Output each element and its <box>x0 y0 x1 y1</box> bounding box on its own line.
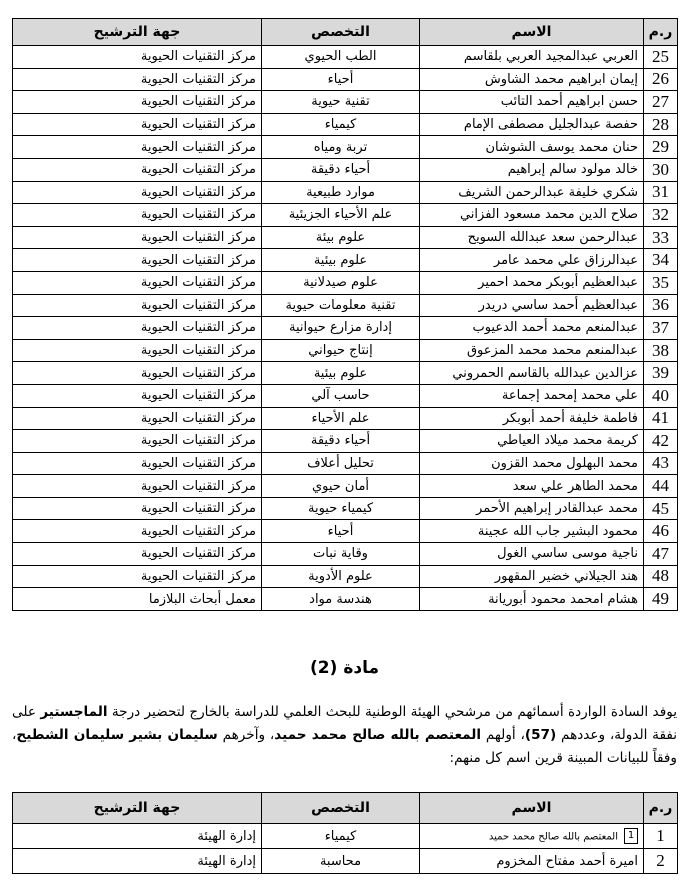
para-degree: الماجستير <box>40 704 108 720</box>
cell-specialty: حاسب آلي <box>262 384 420 407</box>
cell-dept: مركز التقنيات الحيوية <box>13 520 262 543</box>
para-first-name: المعتصم بالله صالح محمد حميد <box>274 727 482 743</box>
cell-specialty: إنتاج حيواني <box>262 339 420 362</box>
cell-num: 39 <box>644 362 678 385</box>
table-row <box>13 271 678 294</box>
table-row <box>13 543 678 566</box>
cell-dept: مركز التقنيات الحيوية <box>13 158 262 181</box>
cell-name: محمود البشير جاب الله عجينة <box>420 520 644 543</box>
article-paragraph <box>12 701 677 770</box>
col-header-num: ر.م <box>644 793 678 824</box>
cell-specialty: كيمياء حيوية <box>262 497 420 520</box>
cell-dept: مركز التقنيات الحيوية <box>13 543 262 566</box>
table-row <box>13 68 678 91</box>
cell-name: عبدالعظيم أبوبكر محمد احمير <box>420 271 644 294</box>
cell-name: حفصة عبدالجليل مصطفى الإمام <box>420 113 644 136</box>
cell-specialty: كيمياء <box>262 824 420 849</box>
cell-name: خالد مولود سالم إبراهيم <box>420 158 644 181</box>
cell-num: 26 <box>644 68 678 91</box>
cell-num: 44 <box>644 475 678 498</box>
cell-specialty: إدارة مزارع حيوانية <box>262 317 420 340</box>
article-heading: مادة (2) <box>310 658 379 678</box>
cell-num: 34 <box>644 249 678 272</box>
cell-num: 43 <box>644 452 678 475</box>
cell-name: عبدالمنعم محمد أحمد الدعيوب <box>420 317 644 340</box>
cell-num: 27 <box>644 91 678 114</box>
cell-specialty: أحياء <box>262 520 420 543</box>
cell-name: اميرة أحمد مفتاح المخزوم <box>420 849 644 874</box>
table-row <box>13 181 678 204</box>
cell-specialty: تربة ومياه <box>262 136 420 159</box>
table-row <box>13 294 678 317</box>
para-text: يوفد السادة الواردة أسمائهم من مرشحي الهيئة الوطنية للبحث العلمي للدراسة بالخارج لتحضير درجة <box>107 704 678 720</box>
cell-specialty: علوم بيئية <box>262 249 420 272</box>
cell-name: ناجية موسى ساسي الغول <box>420 543 644 566</box>
cell-specialty: تقنية معلومات حيوية <box>262 294 420 317</box>
table-row <box>13 475 678 498</box>
cell-num: 35 <box>644 271 678 294</box>
cell-num: 41 <box>644 407 678 430</box>
para-last-name: سليمان بشير سليمان الشطيح <box>16 727 218 743</box>
cell-num: 47 <box>644 543 678 566</box>
cell-dept: مركز التقنيات الحيوية <box>13 46 262 69</box>
col-header-specialty: التخصص <box>262 19 420 46</box>
cell-dept: مركز التقنيات الحيوية <box>13 475 262 498</box>
cell-num: 2 <box>644 849 678 874</box>
cell-name: صلاح الدين محمد مسعود الفزاني <box>420 204 644 227</box>
cell-name: العربي عبدالمجيد العربي بلقاسم <box>420 46 644 69</box>
table-row <box>13 91 678 114</box>
cell-specialty: أحياء دقيقة <box>262 158 420 181</box>
cell-dept: مركز التقنيات الحيوية <box>13 407 262 430</box>
table-row <box>13 430 678 453</box>
cell-specialty: أحياء دقيقة <box>262 430 420 453</box>
table-row <box>13 249 678 272</box>
cell-dept: إدارة الهيئة <box>13 849 262 874</box>
cell-dept: مركز التقنيات الحيوية <box>13 565 262 588</box>
cell-name: محمد الطاهر علي سعد <box>420 475 644 498</box>
table-row <box>13 497 678 520</box>
table-row <box>13 452 678 475</box>
cell-specialty: موارد طبيعية <box>262 181 420 204</box>
cell-specialty: علوم بيئية <box>262 362 420 385</box>
cell-num: 28 <box>644 113 678 136</box>
cell-num: 40 <box>644 384 678 407</box>
cell-num: 30 <box>644 158 678 181</box>
col-header-specialty: التخصص <box>262 793 420 824</box>
para-text: ، أولهم <box>481 727 525 743</box>
cell-specialty: محاسبة <box>262 849 420 874</box>
cell-num: 25 <box>644 46 678 69</box>
table-row <box>13 317 678 340</box>
cell-dept: مركز التقنيات الحيوية <box>13 249 262 272</box>
cell-dept: معمل أبحاث البلازما <box>13 588 262 611</box>
cell-name: عبدالرحمن سعد عبدالله السويح <box>420 226 644 249</box>
cell-specialty: كيمياء <box>262 113 420 136</box>
cell-name: عبدالمنعم محمد محمد المزعوق <box>420 339 644 362</box>
cell-specialty: علوم صيدلانية <box>262 271 420 294</box>
table-row <box>13 136 678 159</box>
para-text: ، وآخرهم <box>217 727 275 743</box>
table-row <box>13 407 678 430</box>
cell-num: 32 <box>644 204 678 227</box>
cell-num: 48 <box>644 565 678 588</box>
cell-num: 33 <box>644 226 678 249</box>
table-row <box>13 588 678 611</box>
col-header-num: ر.م <box>644 19 678 46</box>
col-header-dept: جهة الترشيح <box>13 793 262 824</box>
cell-dept: مركز التقنيات الحيوية <box>13 384 262 407</box>
col-header-name: الاسم <box>420 19 644 46</box>
table-row <box>13 362 678 385</box>
cell-num: 37 <box>644 317 678 340</box>
table-row <box>13 849 678 874</box>
cell-specialty: علوم بيئة <box>262 226 420 249</box>
table-row <box>13 226 678 249</box>
cell-name: كريمة محمد ميلاد العياطي <box>420 430 644 453</box>
cell-num: 31 <box>644 181 678 204</box>
table-header-row <box>13 19 678 46</box>
cell-specialty: الطب الحيوي <box>262 46 420 69</box>
col-header-dept: جهة الترشيح <box>13 19 262 46</box>
table-row <box>13 204 678 227</box>
cell-name: إيمان ابراهيم محمد الشاوش <box>420 68 644 91</box>
cell-name: هشام امحمد محمود أبوريانة <box>420 588 644 611</box>
cell-name: هند الجيلاني خضير المقهور <box>420 565 644 588</box>
cell-dept: مركز التقنيات الحيوية <box>13 226 262 249</box>
cell-name: حسن ابراهيم أحمد التائب <box>420 91 644 114</box>
cell-specialty: علم الأحياء الجزيئية <box>262 204 420 227</box>
cell-specialty: أحياء <box>262 68 420 91</box>
cell-name: عبدالرزاق علي محمد عامر <box>420 249 644 272</box>
table-row <box>13 158 678 181</box>
cell-dept: مركز التقنيات الحيوية <box>13 339 262 362</box>
table-row <box>13 339 678 362</box>
cell-dept: مركز التقنيات الحيوية <box>13 497 262 520</box>
table-row <box>13 384 678 407</box>
cell-name: عزالدين عبدالله بالقاسم الحمروني <box>420 362 644 385</box>
cell-name-text: المعتصم بالله صالح محمد حميد <box>488 831 618 843</box>
cell-dept: مركز التقنيات الحيوية <box>13 271 262 294</box>
cell-specialty: تحليل أعلاف <box>262 452 420 475</box>
cell-dept: مركز التقنيات الحيوية <box>13 452 262 475</box>
cell-box: 1 <box>624 828 638 844</box>
cell-name: حنان محمد يوسف الشوشان <box>420 136 644 159</box>
cell-num: 46 <box>644 520 678 543</box>
para-text: على نفقة الدولة، وعددهم <box>12 704 677 743</box>
cell-num: 42 <box>644 430 678 453</box>
cell-dept: مركز التقنيات الحيوية <box>13 362 262 385</box>
candidates-table-1 <box>12 18 678 611</box>
cell-num: 38 <box>644 339 678 362</box>
table-row <box>13 520 678 543</box>
cell-num: 36 <box>644 294 678 317</box>
cell-num: 1 <box>644 824 678 849</box>
cell-specialty: أمان حيوي <box>262 475 420 498</box>
para-text: ، وفقاً للبيانات المبينة قرين اسم كل منهم: <box>12 727 677 766</box>
cell-dept: مركز التقنيات الحيوية <box>13 91 262 114</box>
cell-num: 29 <box>644 136 678 159</box>
cell-name: علي محمد إمحمد إجماعة <box>420 384 644 407</box>
cell-name: عبدالعظيم أحمد ساسي دريدر <box>420 294 644 317</box>
table-row <box>13 113 678 136</box>
cell-specialty: هندسة مواد <box>262 588 420 611</box>
cell-dept: مركز التقنيات الحيوية <box>13 317 262 340</box>
table-row <box>13 824 678 849</box>
cell-dept: مركز التقنيات الحيوية <box>13 294 262 317</box>
table-header-row <box>13 793 678 824</box>
cell-specialty: وقاية نبات <box>262 543 420 566</box>
cell-name: محمد البهلول محمد القزون <box>420 452 644 475</box>
cell-num: 45 <box>644 497 678 520</box>
cell-name: فاطمة خليفة أحمد أبوبكر <box>420 407 644 430</box>
col-header-name: الاسم <box>420 793 644 824</box>
cell-dept: مركز التقنيات الحيوية <box>13 68 262 91</box>
table-row <box>13 46 678 69</box>
candidates-table-2 <box>12 792 678 874</box>
cell-dept: مركز التقنيات الحيوية <box>13 136 262 159</box>
cell-dept: إدارة الهيئة <box>13 824 262 849</box>
cell-name: محمد عبدالقادر إبراهيم الأحمر <box>420 497 644 520</box>
cell-specialty: تقنية حيوية <box>262 91 420 114</box>
table-row <box>13 565 678 588</box>
cell-dept: مركز التقنيات الحيوية <box>13 181 262 204</box>
para-count: (57) <box>524 727 557 743</box>
cell-dept: مركز التقنيات الحيوية <box>13 204 262 227</box>
cell-dept: مركز التقنيات الحيوية <box>13 113 262 136</box>
cell-dept: مركز التقنيات الحيوية <box>13 430 262 453</box>
cell-name <box>420 824 644 849</box>
cell-num: 49 <box>644 588 678 611</box>
cell-name: شكري خليفة عبدالرحمن الشريف <box>420 181 644 204</box>
cell-specialty: علم الأحياء <box>262 407 420 430</box>
cell-specialty: علوم الأدوية <box>262 565 420 588</box>
